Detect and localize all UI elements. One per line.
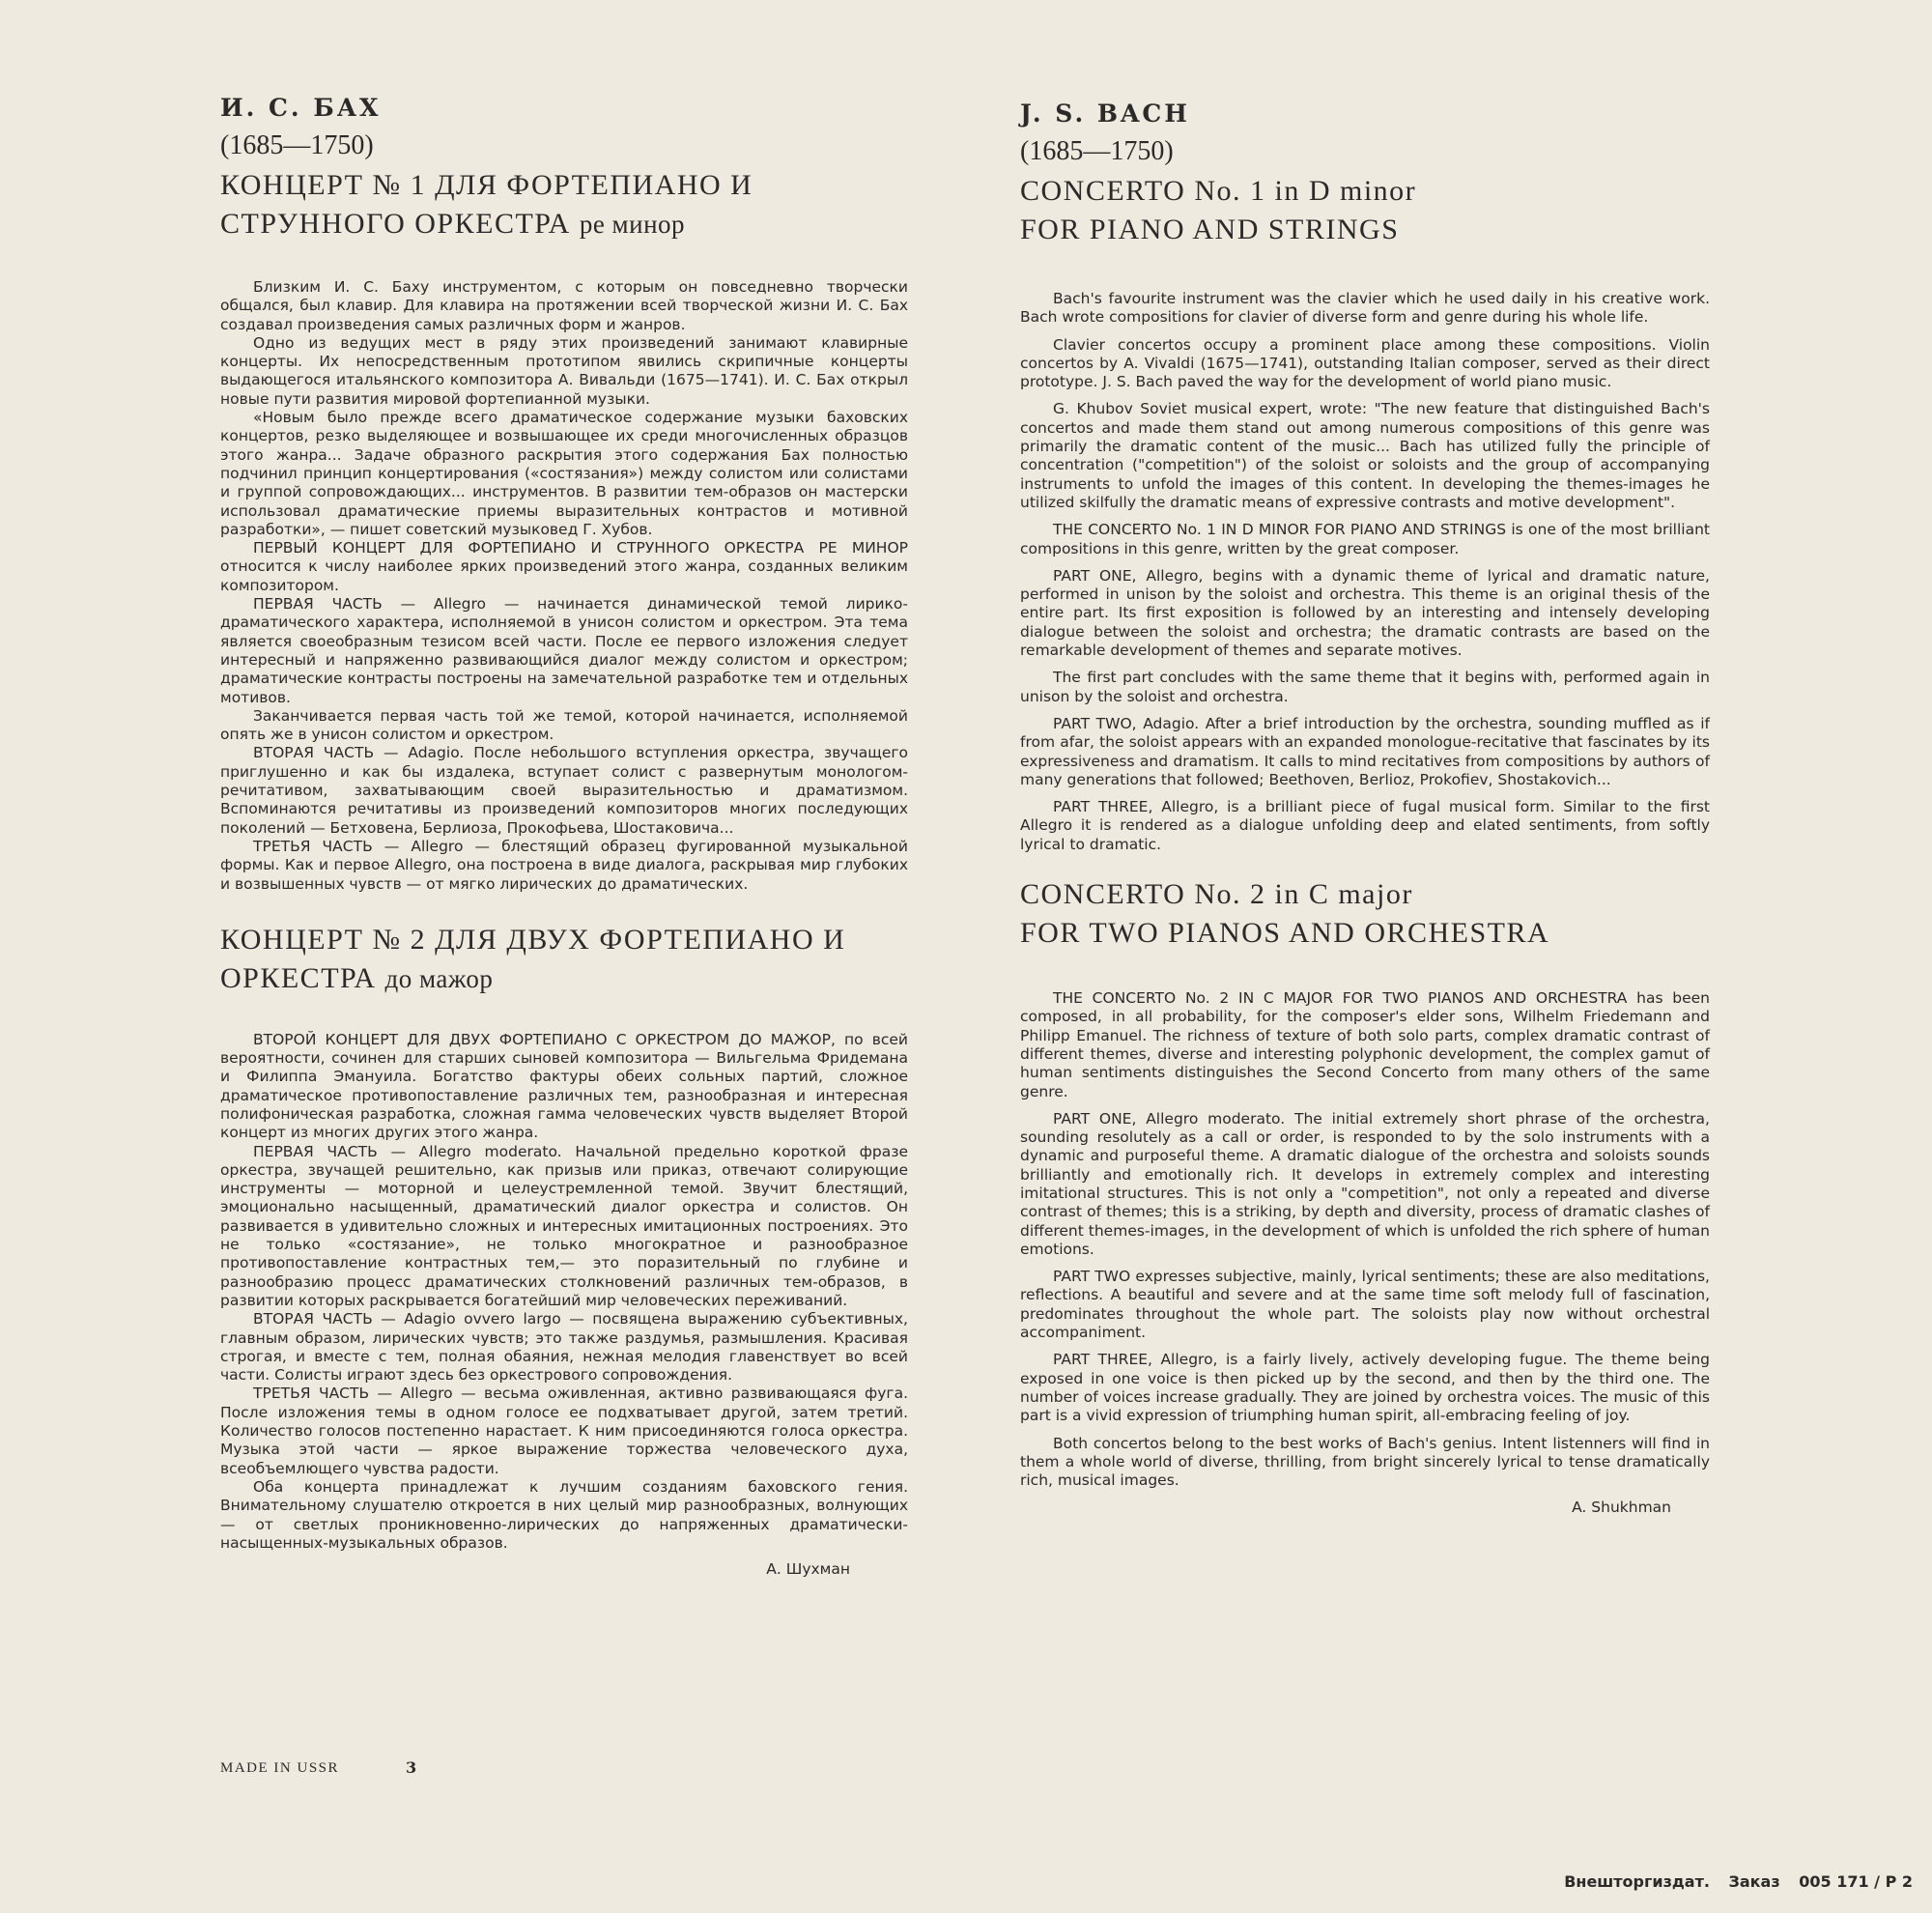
order-number: 005 171 / Р 2 xyxy=(1799,1872,1913,1891)
paragraph: THE CONCERTO No. 2 IN C MAJOR FOR TWO PIANOS AND ORCHESTRA has been composed, in all probability, for the composer's elder sons, Wilhelm Friedemann and Philipp Emanuel. The richness of texture of both solo parts, complex dramatic contrast of different themes, diverse and interesting polyphonic development, the complex gamut of human sentiments distinguishes the Second Concerto from many others of the same genre. xyxy=(1020,989,1710,1100)
concerto-1-title-en-line-1: CONCERTO No. 1 in D minor xyxy=(1020,175,1417,207)
composer-name-en: J. S. BACH xyxy=(1020,100,1190,128)
russian-heading-concerto-2 xyxy=(220,921,908,998)
concerto-2-text-ru xyxy=(220,1031,908,1553)
paragraph: PART TWO expresses subjective, mainly, lyrical sentiments; these are also meditations, reflections. A beautiful and severe and at the same time soft melody full of fascination, predominates throughout the whole part. The soloists play now without orchestral accompaniment. xyxy=(1020,1268,1710,1342)
publisher-name: Внешторгиздат. xyxy=(1564,1872,1710,1891)
paragraph: THE CONCERTO No. 1 IN D MINOR FOR PIANO AND STRINGS is one of the most brilliant compositions in this genre, written by the great composer. xyxy=(1020,521,1710,557)
paragraph: PART THREE, Allegro, is a fairly lively, actively developing fugue. The theme being exposed in one voice is then picked up by the second, and then by the third one. The number of voices increase gradually. They are joined by orchestra voices. The music of this part is a vivid expression of triumphing human spirit, all-embracing feeling of joy. xyxy=(1020,1351,1710,1425)
concerto-1-title-en-line-2: FOR PIANO AND STRINGS xyxy=(1020,214,1400,245)
paragraph: Близким И. С. Баху инструментом, с которым он повседневно творчески общался, был клавир. Для клавира на протяжении всей творческой жизни И. С. Бах создавал произведения самых различных форм и жанров. xyxy=(220,278,908,333)
paragraph: «Новым было прежде всего драматическое содержание музыки баховских концертов, резко выделяющее и возвышающее их среди многочисленных образцов этого жанра... Задаче образного раскрытия этого содержания Бах полностью подчинил принцип концертирования («состязания») между солистом или солистами и группой сопровождающих... инструментов. В развитии тем-образов он мастерски использовал драматические приемы выразительных контрастов и мотивной разработки», — пишет советский музыковед Г. Хубов. xyxy=(220,409,908,538)
paragraph: ПЕРВАЯ ЧАСТЬ — Allegro moderato. Начальной предельно короткой фразе оркестра, звучащей решительно, как призыв или приказ, отвечают солирующие инструменты — моторной и целеустремленной темой. Звучит блестящий, эмоционально насыщенный, драматический диалог оркестра и солистов. Он развивается в удивительно сложных и интересных имитационных построениях. Это не только «состязание», не только многократное и разнообразное противопоставление контрастных тем,— это поразительный по глубине и разнообразию процесс драматических столкновений различных тем-образов, в развитии которых раскрывается богатейший мир человеческих переживаний. xyxy=(220,1142,908,1309)
signature-en: A. Shukhman xyxy=(1572,1499,1671,1517)
concerto-1-text-ru xyxy=(220,278,908,894)
paragraph: PART ONE, Allegro, begins with a dynamic theme of lyrical and dramatic nature, performed in unison by the soloist and orchestra. This theme is an original thesis of the entire part. Its first exposition is followed by an interesting and intensely developing dialogue between the soloist and orchestra; the dramatic contrasts are based on the remarkable development of themes and separate motives. xyxy=(1020,566,1710,660)
publisher-order-line xyxy=(1564,1872,1913,1891)
concerto-2-text-en xyxy=(1020,989,1710,1490)
paragraph: Оба концерта принадлежат к лучшим созданиям баховского гения. Внимательному слушателю откроется в них целый мир разнообразных, волнующих — от светлых проникновенно-лирических до напряженных драматически-насыщенных-музыкальных образов. xyxy=(220,1477,908,1552)
concerto-1-key-ru: ре минор xyxy=(579,210,686,239)
concerto-1-text-en xyxy=(1020,290,1710,854)
paragraph: G. Khubov Soviet musical expert, wrote: "The new feature that distinguished Bach's concertos and made them stand out among numerous compositions of this genre was primarily the dramatic content of the music... Bach has utilized fully the principle of concentration ("competition") of the soloist or soloists and the group of accompanying instruments to unfold the images of this content. In developing the themes-images he utilized skilfully the dramatic means of expressive contrasts and motive development". xyxy=(1020,400,1710,511)
concerto-2-title-ru-text: КОНЦЕРТ № 2 ДЛЯ ДВУХ ФОРТЕПИАНО И ОРКЕСТРА xyxy=(220,923,846,994)
paragraph: Bach's favourite instrument was the clavier which he used daily in his creative work. Bach wrote compositions for clavier of diverse form and genre during his whole life. xyxy=(1020,290,1710,327)
paragraph: ПЕРВЫЙ КОНЦЕРТ ДЛЯ ФОРТЕПИАНО И СТРУННОГО ОРКЕСТРА РЕ МИНОР относится к числу наиболее ярких произведений этого жанра, созданных великим композитором. xyxy=(220,539,908,594)
concerto-2-key-ru: до мажор xyxy=(384,963,494,993)
paragraph: ВТОРАЯ ЧАСТЬ — Adagio. После небольшого вступления оркестра, звучащего приглушенно и как бы издалека, вступает солист с развернутым монологом-речитативом, захватывающим своей выразительностью и драматизмом. Вспоминаются речитативы из произведений композиторов многих последующих поколений — Бетховена, Берлиоза, Прокофьева, Шостаковича... xyxy=(220,744,908,837)
paragraph: Both concertos belong to the best works of Bach's genius. Intent listenners will find in them a whole world of diverse, thrilling, from bright sincerely lyrical to tense dramatically rich, musical images. xyxy=(1020,1434,1710,1490)
paragraph: PART ONE, Allegro moderato. The initial extremely short phrase of the orchestra, sounding resolutely as a call or order, is responded to by the solo instruments with a dynamic and purposeful theme. A dramatic dialogue of the orchestra and soloists sounds brilliantly and emotionally rich. It develops in extremely complex and interesting imitational structures. This is not only a "competition", not only a repeated and diverse contrast of themes; this is a striking, by depth and diversity, process of dramatic clashes of different themes-images, in the development of which is unfolded the rich sphere of human emotions. xyxy=(1020,1109,1710,1258)
concerto-2-title-en-line-2: FOR TWO PIANOS AND ORCHESTRA xyxy=(1020,917,1550,950)
russian-heading-concerto-1 xyxy=(220,91,908,243)
order-label: Заказ xyxy=(1728,1872,1780,1891)
concerto-2-title-ru xyxy=(220,921,908,998)
concerto-2-title-en-line-1: CONCERTO No. 2 in C major xyxy=(1020,878,1413,911)
paragraph: ВТОРОЙ КОНЦЕРТ ДЛЯ ДВУХ ФОРТЕПИАНО С ОРКЕСТРОМ ДО МАЖОР, по всей вероятности, сочинен для старших сыновей композитора — Вильгельма Фридемана и Филиппа Эмануила. Богатство фактуры обеих сольных партий, сложное драматическое противопоставление различных тем, разнообразная и интересная полифоническая разработка, сложная гамма человеческих чувств выделяет Второй концерт из многих других этого жанра. xyxy=(220,1030,908,1142)
paragraph: ТРЕТЬЯ ЧАСТЬ — Allegro — блестящий образец фугированной музыкальной формы. Как и первое Allegro, она построена в виде диалога, раскрывая мир глубоких и возвышенных чувств — от мягко лирических до драматических. xyxy=(220,837,908,893)
paragraph: The first part concludes with the same theme that it begins with, performed again in unison by the soloist and orchestra. xyxy=(1020,669,1710,705)
paragraph: Одно из ведущих мест в ряду этих произведений занимают клавирные концерты. Их непосредственным прототипом явились скрипичные концерты выдающегося итальянского композитора А. Вивальди (1675—1741). И. С. Бах открыл новые пути развития мировой фортепианной музыки. xyxy=(220,333,908,408)
russian-column xyxy=(220,91,908,1578)
composer-dates-en: (1685—1750) xyxy=(1020,136,1174,166)
english-heading-concerto-2 xyxy=(1020,875,1710,953)
made-in-label: MADE IN USSR xyxy=(220,1760,340,1776)
english-heading-concerto-1 xyxy=(1020,97,1710,249)
paragraph: Clavier concertos occupy a prominent place among these compositions. Violin concertos by A. Vivaldi (1675—1741), outstanding Italian composer, served as their direct prototype. J. S. Bach paved the way for the development of world piano music. xyxy=(1020,335,1710,391)
paragraph: ВТОРАЯ ЧАСТЬ — Adagio ovvero largo — посвящена выражению субъективных, главным образом, лирических чувств; это также раздумья, размышления. Красивая строгая, и вместе с тем, полная обаяния, нежная мелодия главенствует во всей части. Солисты играют здесь без оркестрового сопровождения. xyxy=(220,1310,908,1385)
composer-dates-ru: (1685—1750) xyxy=(220,130,374,160)
paragraph: ТРЕТЬЯ ЧАСТЬ — Allegro — весьма оживленная, активно развивающаяся фуга. После изложения темы в одном голосе ее подхватывает другой, затем третий. Количество голосов постепенно нарастает. К ним присоединяются голоса оркестра. Музыка этой части — яркое выражение торжества человеческого духа, всеобъемлющего чувства радости. xyxy=(220,1385,908,1477)
composer-name-ru: И. С. БАХ xyxy=(220,94,382,122)
paragraph: PART TWO, Adagio. After a brief introduction by the orchestra, sounding muffled as if from afar, the soloist appears with an expanded monologue-recitative that fascinates by its expressiveness and dramatism. It calls to mind recitatives from compositions by authors of many generations that followed; Beethoven, Berlioz, Prokofiev, Shostakovich... xyxy=(1020,714,1710,788)
signature-ru: А. Шухман xyxy=(766,1560,850,1579)
page-number: 3 xyxy=(406,1758,417,1777)
concerto-1-title-ru-text: КОНЦЕРТ № 1 ДЛЯ ФОРТЕПИАНО И СТРУННОГО ОРКЕСТРА xyxy=(220,169,753,240)
paragraph: ПЕРВАЯ ЧАСТЬ — Allegro — начинается динамической темой лирико-драматического характера, исполняемой в унисон солистом и оркестром. Эта тема является своеобразным тезисом всей части. После ее первого изложения следует интересный и напряженно развивающийся диалог между солистом и оркестром; драматические контрасты построены на замечательной разработке тем и отдельных мотивов. xyxy=(220,595,908,706)
paragraph: PART THREE, Allegro, is a brilliant piece of fugal musical form. Similar to the first Allegro it is rendered as a dialogue unfolding deep and elated sentiments, from softly lyrical to dramatic. xyxy=(1020,798,1710,853)
concerto-1-title-ru xyxy=(220,166,908,243)
english-column xyxy=(1020,97,1710,1516)
paragraph: Заканчивается первая часть той же темой, которой начинается, исполняемой опять же в унисон солистом и оркестром. xyxy=(220,706,908,744)
